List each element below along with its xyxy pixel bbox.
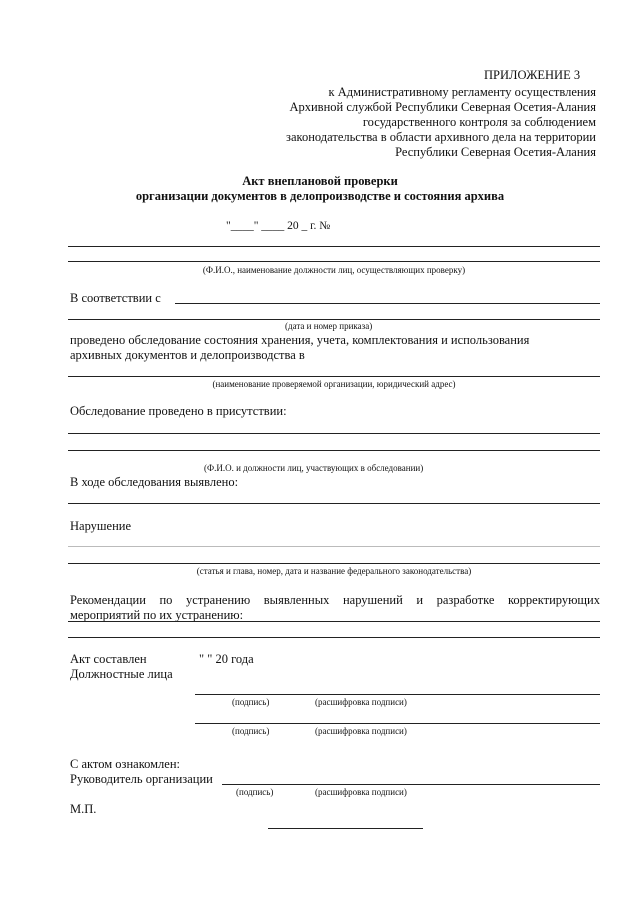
order-hint: (дата и номер приказа) xyxy=(285,321,373,331)
header-line-4: законодательства в области архивного дела на территории xyxy=(286,130,596,144)
according-to-label: В соответствии с xyxy=(70,291,161,305)
header-line-2: Архивной службой Республики Северная Осетия-Алания xyxy=(289,100,596,114)
act-title-line-1: Акт внеплановой проверки xyxy=(242,174,398,188)
violation-label: Нарушение xyxy=(70,519,132,533)
law-hint: (статья и глава, номер, дата и название федерального законодательства) xyxy=(196,566,472,576)
order-line xyxy=(68,319,600,320)
inspection-text-2: архивных документов и делопроизводства в xyxy=(70,348,305,362)
header-line-1: к Административному регламенту осуществления xyxy=(328,85,596,99)
header-line-3: государственного контроля за соблюдением xyxy=(362,115,596,129)
according-to-field xyxy=(175,303,600,304)
signature-decode-hint-2: (расшифровка подписи) xyxy=(315,726,407,736)
date-number-line: "____" ____ 20 _ г. № xyxy=(226,220,331,232)
acquainted-label: С актом ознакомлен: xyxy=(70,757,180,771)
act-drawn-label: Акт составлен xyxy=(70,652,147,666)
header-line-5: Республики Северная Осетия-Алания xyxy=(395,145,596,159)
presence-label: Обследование проведено в присутствии: xyxy=(70,404,287,418)
official-signature-line-2 xyxy=(195,723,600,724)
violation-line-2 xyxy=(68,563,600,564)
revealed-line xyxy=(68,503,600,504)
recommendations-line-1 xyxy=(68,621,600,622)
recommendations-line-2 xyxy=(68,637,600,638)
act-date: " " 20 года xyxy=(199,652,254,666)
stamp-label: М.П. xyxy=(70,802,97,816)
organization-line xyxy=(68,376,600,377)
presence-line-1 xyxy=(68,433,600,434)
inspection-text-1: проведено обследование состояния хранения, учета, комплектования и использования xyxy=(70,333,530,347)
violation-line-1 xyxy=(68,546,600,547)
recommendations-text-1: Рекомендации по устранению выявленных нарушений и разработке корректирующих xyxy=(70,593,600,607)
organization-hint: (наименование проверяемой организации, юридический адрес) xyxy=(212,379,456,389)
org-head-label: Руководитель организации xyxy=(70,772,213,786)
inspectors-line-2 xyxy=(68,261,600,262)
inspectors-hint: (Ф.И.О., наименование должности лиц, осуществляющих проверку) xyxy=(202,265,466,275)
signature-hint-3: (подпись) xyxy=(236,787,274,797)
act-title-line-2: организации документов в делопроизводстве и состояния архива xyxy=(135,189,505,203)
revealed-label: В ходе обследования выявлено: xyxy=(70,475,239,489)
recommendations-text-2: мероприятий по их устранению: xyxy=(70,608,244,622)
presence-line-2 xyxy=(68,450,600,451)
officials-label: Должностные лица xyxy=(70,667,173,681)
official-signature-line-1 xyxy=(195,694,600,695)
signature-decode-hint-3: (расшифровка подписи) xyxy=(315,787,407,797)
appendix-title: ПРИЛОЖЕНИЕ 3 xyxy=(484,68,581,82)
stamp-line xyxy=(268,828,423,829)
signature-hint-2: (подпись) xyxy=(232,726,270,736)
signature-decode-hint-1: (расшифровка подписи) xyxy=(315,697,407,707)
org-head-signature-line xyxy=(222,784,600,785)
participants-hint: (Ф.И.О. и должности лиц, участвующих в обследовании) xyxy=(204,463,424,473)
signature-hint-1: (подпись) xyxy=(232,697,270,707)
inspectors-line-1 xyxy=(68,246,600,247)
